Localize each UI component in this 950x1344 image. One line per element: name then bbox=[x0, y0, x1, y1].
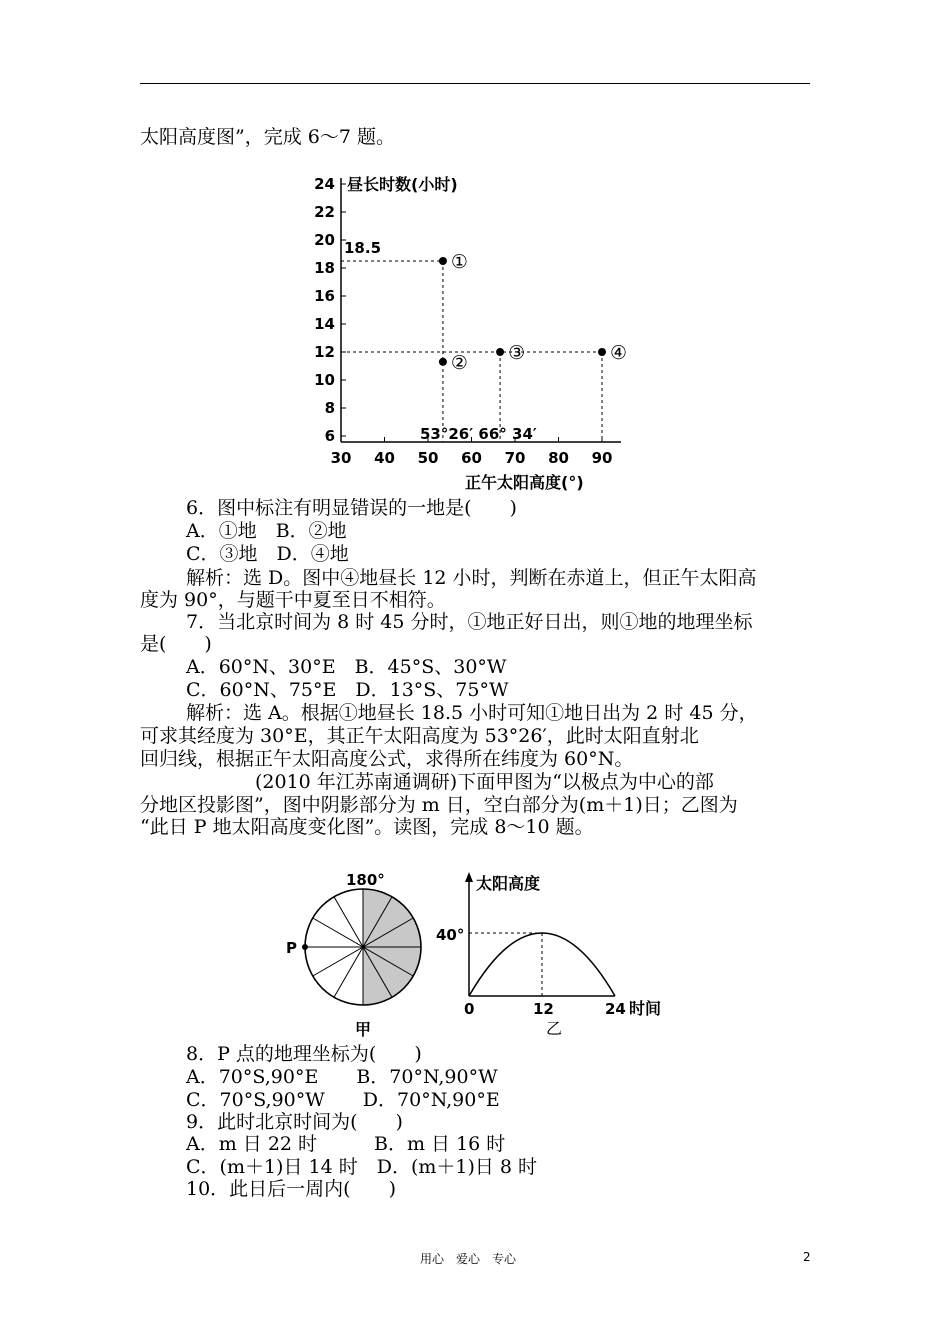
q9-options-cd: C．(m＋1)日 14 时 D．(m＋1)日 8 时 bbox=[186, 1156, 538, 1178]
x-tick-label: 70 bbox=[504, 449, 526, 467]
q6-stem: 6．图中标注有明显错误的一地是( ) bbox=[186, 497, 517, 519]
q8-stem: 8．P 点的地理坐标为( ) bbox=[186, 1043, 422, 1065]
q6-options-cd: C．③地 D．④地 bbox=[186, 543, 349, 565]
chart-ylabel: 昼长时数(小时) bbox=[347, 175, 458, 194]
jia-point-p-label: P bbox=[286, 939, 297, 957]
y-tick-label: 24 bbox=[314, 175, 335, 193]
q7-analysis-1: 解析：选 A。根据①地昼长 18.5 小时可知①地日出为 2 时 45 分， bbox=[186, 702, 758, 724]
intro-line: 太阳高度图”，完成 6～7 题。 bbox=[140, 126, 395, 148]
point-p-marker bbox=[302, 944, 308, 950]
y-tick-label: 20 bbox=[314, 231, 335, 249]
data-point-label: ④ bbox=[610, 342, 628, 364]
q7-options-ab: A．60°N、30°E B．45°S、30°W bbox=[186, 656, 507, 678]
y-tick-label: 8 bbox=[324, 399, 335, 417]
data-point bbox=[496, 348, 504, 356]
data-point-label: ③ bbox=[508, 342, 526, 364]
x-tick-label: 50 bbox=[417, 449, 439, 467]
yi-x24-label: 24 bbox=[605, 1000, 626, 1018]
data-point bbox=[439, 358, 447, 366]
q7-stem-1: 7．当北京时间为 8 时 45 分时，①地正好日出，则①地的地理坐标 bbox=[186, 611, 753, 633]
y-tick-label: 16 bbox=[314, 287, 335, 305]
passage-line-1: (2010 年江苏南通调研)下面甲图为“以极点为中心的部 bbox=[255, 771, 714, 793]
annotation-y-value: 18.5 bbox=[344, 239, 382, 257]
x-tick-label: 80 bbox=[548, 449, 569, 467]
data-point bbox=[439, 257, 447, 265]
yi-ylabel: 太阳高度 bbox=[476, 874, 541, 893]
y-tick-label: 18 bbox=[314, 259, 335, 277]
x-tick-label: 30 bbox=[330, 449, 352, 467]
q9-options-ab: A．m 日 22 时 B．m 日 16 时 bbox=[186, 1133, 506, 1155]
q7-analysis-3: 回归线，根据正午太阳高度公式，求得所在纬度为 60°N。 bbox=[140, 748, 634, 770]
page-footer: 用心 爱心 专心 bbox=[420, 1252, 517, 1266]
q9-stem: 9．此时北京时间为( ) bbox=[186, 1111, 403, 1133]
yi-caption: 乙 bbox=[546, 1019, 563, 1038]
data-point bbox=[598, 348, 606, 356]
annotation-x-values: 53°26′ 66° 34′ bbox=[420, 425, 537, 443]
x-tick-label: 60 bbox=[461, 449, 482, 467]
y-tick-label: 6 bbox=[324, 427, 335, 445]
data-point-label: ① bbox=[450, 251, 468, 273]
q6-analysis-1: 解析：选 D。图中④地昼长 12 小时，判断在赤道上，但正午太阳高 bbox=[186, 567, 757, 589]
page-number: 2 bbox=[803, 1250, 811, 1264]
q7-stem-2: 是( ) bbox=[140, 633, 212, 655]
chart-xlabel: 正午太阳高度(°) bbox=[465, 473, 584, 492]
jia-top-label: 180° bbox=[346, 871, 385, 889]
q7-options-cd: C．60°N、75°E D．13°S、75°W bbox=[186, 679, 509, 701]
y-tick-label: 22 bbox=[314, 203, 335, 221]
q6-analysis-2: 度为 90°，与题干中夏至日不相符。 bbox=[140, 589, 446, 611]
passage-line-3: “此日 P 地太阳高度变化图”。读图，完成 8～10 题。 bbox=[140, 816, 594, 838]
jia-caption: 甲 bbox=[355, 1020, 372, 1039]
yi-y-arrow bbox=[465, 872, 473, 882]
daylength-chart bbox=[300, 168, 660, 498]
q8-options-ab: A．70°S,90°E B．70°N,90°W bbox=[186, 1066, 498, 1088]
passage-line-2: 分地区投影图”，图中阴影部分为 m 日，空白部分为(m＋1)日；乙图为 bbox=[140, 794, 738, 816]
sun-altitude-figure bbox=[430, 860, 680, 1045]
q10-stem: 10．此日后一周内( ) bbox=[186, 1178, 397, 1200]
y-tick-label: 12 bbox=[314, 343, 335, 361]
yi-x12-label: 12 bbox=[533, 1000, 554, 1018]
polar-projection-figure bbox=[280, 860, 450, 1045]
data-point-label: ② bbox=[450, 351, 468, 374]
yi-xlabel: 时间 bbox=[629, 999, 662, 1018]
x-tick-label: 40 bbox=[374, 449, 395, 467]
yi-peak-label: 40° bbox=[436, 926, 465, 944]
q7-analysis-2: 可求其经度为 30°E，其正午太阳高度为 53°26′，此时太阳直射北 bbox=[140, 725, 699, 747]
q6-options-ab: A．①地 B．②地 bbox=[186, 520, 347, 542]
x-tick-label: 90 bbox=[591, 449, 613, 467]
header-rule bbox=[140, 83, 810, 84]
y-tick-label: 10 bbox=[314, 371, 335, 389]
y-tick-label: 14 bbox=[314, 315, 335, 333]
yi-x0-label: 0 bbox=[464, 1000, 475, 1018]
q8-options-cd: C．70°S,90°W D．70°N,90°E bbox=[186, 1089, 500, 1111]
